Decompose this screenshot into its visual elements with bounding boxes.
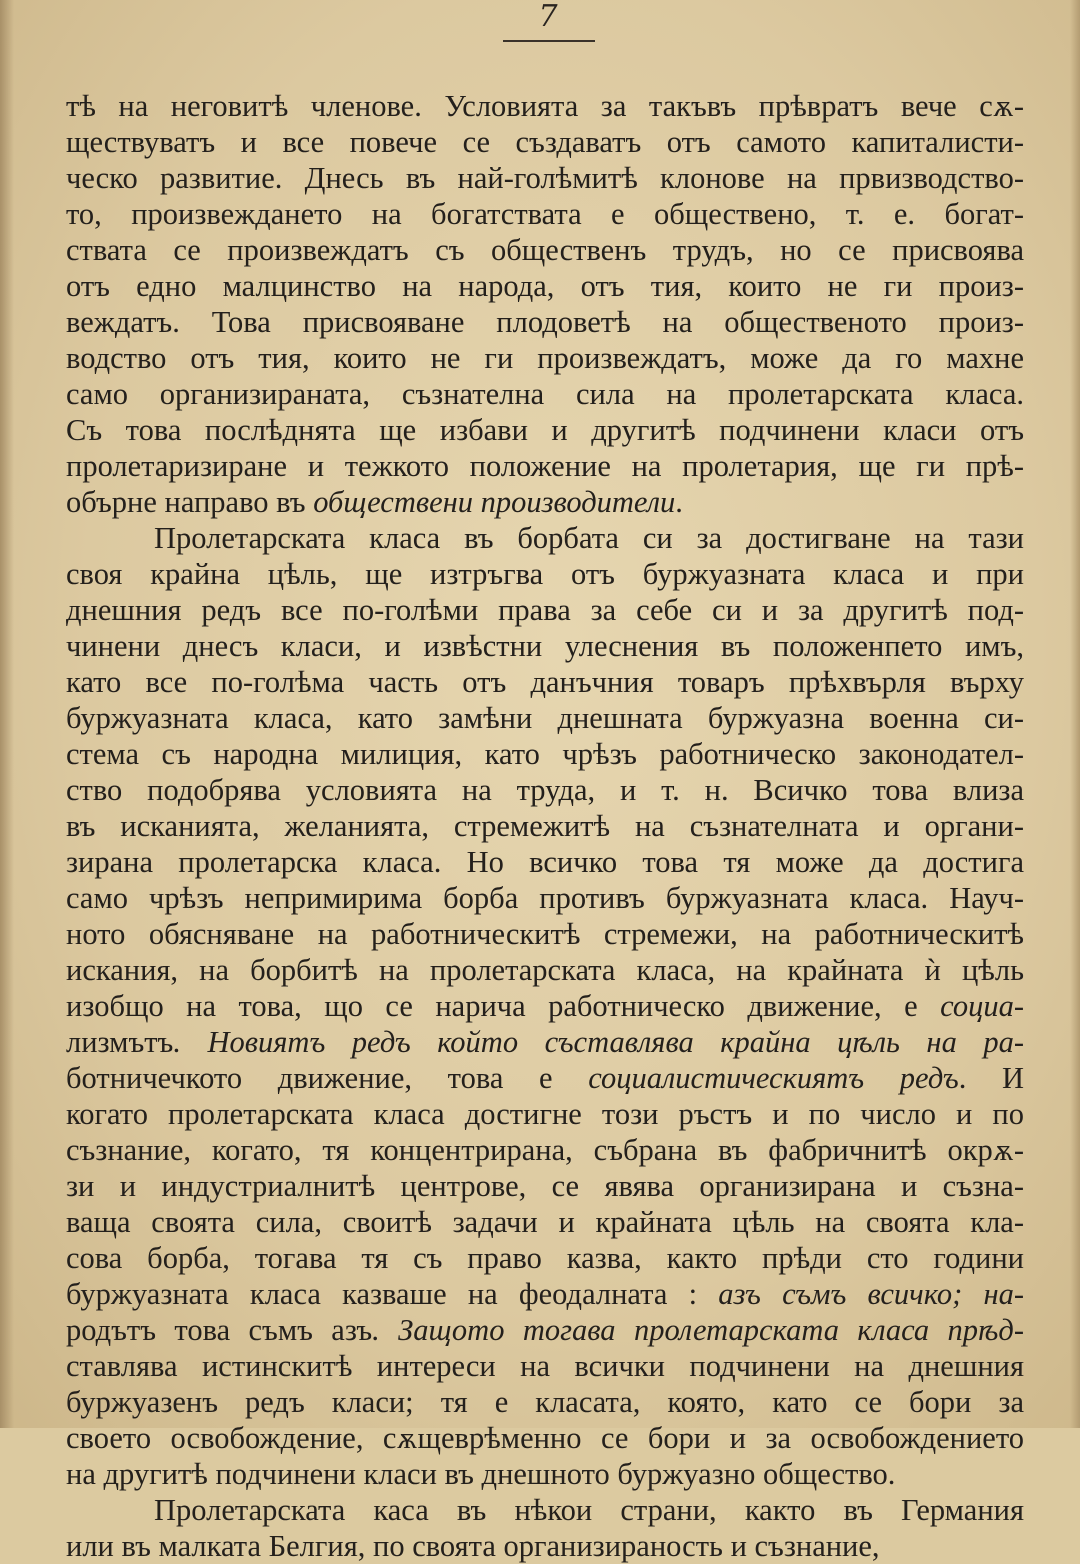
text-line (66, 700, 1024, 736)
line-text: лизмътъ (66, 1025, 174, 1059)
line-text: изобщо на това, що се нарича работническо движение, е (66, 989, 941, 1023)
line-text: ботничечкото движение, това е (66, 1061, 589, 1095)
emphasis-text: . Защото тогава пролетарската класа прѣд- (372, 1313, 1024, 1347)
text-line (66, 412, 1024, 448)
text-line (66, 1060, 1024, 1096)
line-text: веждатъ. Това присвояване плодоветѣ на общественото произ- (66, 305, 1024, 339)
line-text: днешния редъ все по-голѣми права за себе си и за другитѣ под- (66, 593, 1024, 627)
text-line (66, 1528, 1024, 1564)
text-line (66, 1420, 1024, 1456)
text-line (66, 340, 1024, 376)
emphasis-text: . Новиятъ редъ който съставлява крайна цѣль на ра- (173, 1025, 1024, 1059)
text-line (66, 664, 1024, 700)
text-line (66, 448, 1024, 484)
line-text: . (675, 485, 683, 519)
emphasis-text: социалистическиятъ редъ (588, 1061, 959, 1095)
line-text: Съ това послѣднята ще избави и другитѣ подчинени класи отъ (66, 413, 1024, 447)
text-line (66, 556, 1024, 592)
text-line (66, 1132, 1024, 1168)
line-text: или въ малката Белгия, по своята организираность и съзнание, (66, 1529, 880, 1563)
text-line (66, 1312, 1024, 1348)
line-text: буржуазната класа казваше на феодалната : (66, 1277, 719, 1311)
body-text (66, 88, 1024, 1564)
line-text: тѣ на неговитѣ членове. Условията за такъвъ прѣвратъ вече сѫ- (66, 89, 1024, 123)
line-text: само чрѣзъ непримирима борба противъ буржуазната класа. Науч- (66, 881, 1024, 915)
line-text: буржуазната класа, като замѣни днешната буржуазна военна си- (66, 701, 1024, 735)
page-shadow-right (1070, 0, 1080, 1428)
emphasis-text: обществени производители (313, 485, 676, 519)
text-line (66, 628, 1024, 664)
line-text: искания, на борбитѣ на пролетарската класа, на крайната ѝ цѣль (66, 953, 1024, 987)
text-line (66, 844, 1024, 880)
text-line (66, 1096, 1024, 1132)
line-text: пролетаризиране и тежкото положение на пролетария, ще ги прѣ- (66, 449, 1024, 483)
text-line (66, 268, 1024, 304)
line-text: зи и индустриалнитѣ центрове, се явява организирана и съзна- (66, 1169, 1024, 1203)
line-text: своето освобождение, сѫщеврѣменно се бори и за освобождението (66, 1421, 1024, 1455)
line-text: буржуазенъ редъ класи; тя е класата, която, като се бори за (66, 1385, 1024, 1419)
line-text: ваща своята сила, своитѣ задачи и крайната цѣль на своята кла- (66, 1205, 1024, 1239)
line-text: сова борба, тогава тя съ право казва, както прѣди сто години (66, 1241, 1024, 1275)
line-text: когато пролетарската класа достигне този ръстъ и по число и по (66, 1097, 1024, 1131)
text-line (66, 772, 1024, 808)
text-line (66, 1384, 1024, 1420)
text-line (66, 88, 1024, 124)
page-number: 7 (538, 0, 558, 34)
text-line (66, 880, 1024, 916)
line-text: ческо развитие. Днесь въ най-голѣмитѣ клонове на првизводство- (66, 161, 1024, 195)
text-line (66, 1456, 1024, 1492)
text-line (66, 916, 1024, 952)
text-line (66, 988, 1024, 1024)
line-text: Пролетарската класа въ борбата си за достигване на тази (154, 521, 1024, 555)
text-line (66, 1492, 1024, 1528)
emphasis-text: азъ съмъ всичко; на- (718, 1277, 1024, 1311)
paragraph (66, 88, 1024, 520)
line-text: отъ едно малцинство на народа, отъ тия, които не ги произ- (66, 269, 1024, 303)
line-text: като все по-голѣма часть отъ данъчния товаръ прѣхвърля върху (66, 665, 1024, 699)
line-text: водство отъ тия, които не ги произвеждатъ, може да го махне (66, 341, 1024, 375)
line-text: Пролетарската каса въ нѣкои страни, както въ Германия (154, 1493, 1024, 1527)
text-line (66, 124, 1024, 160)
text-line (66, 520, 1024, 556)
text-line (66, 952, 1024, 988)
page-shadow-left (0, 0, 14, 1428)
line-text: ствата се произвеждатъ съ общественъ трудъ, но се присвоява (66, 233, 1024, 267)
paragraph (66, 520, 1024, 1492)
line-text: зирана пролетарска класа. Но всичко това тя може да достига (66, 845, 1024, 879)
emphasis-text: социа- (940, 989, 1024, 1023)
text-line (66, 1168, 1024, 1204)
text-line (66, 1240, 1024, 1276)
text-line (66, 736, 1024, 772)
line-text: ство подобрява условията на труда, и т. н. Всичко това влиза (66, 773, 1024, 807)
line-text: само организираната, съзнателна сила на пролетарската класа. (66, 377, 1024, 411)
text-line (66, 232, 1024, 268)
line-text: чинени днесъ класи, и извѣстни улеснения въ положенпето имъ, (66, 629, 1024, 663)
text-line (66, 304, 1024, 340)
header-rule (503, 40, 595, 42)
line-text: то, произвеждането на богатствата е обществено, т. е. богат- (66, 197, 1024, 231)
line-text: обърне направо въ (66, 485, 314, 519)
line-text: въ исканията, желанията, стремежитѣ на съзнателната и органи- (66, 809, 1024, 843)
text-line (66, 1276, 1024, 1312)
line-text: родътъ това съмъ азъ (66, 1313, 373, 1347)
line-text: съзнание, когато, тя концентрирана, събрана въ фабричнитѣ окрѫ- (66, 1133, 1024, 1167)
line-text: стема съ народна милиция, като чрѣзъ работническо законодател- (66, 737, 1024, 771)
line-text: на другитѣ подчинени класи въ днешното буржуазно общество. (66, 1457, 896, 1491)
text-line (66, 484, 1024, 520)
line-text: ществуватъ и все повече се създаватъ отъ самото капиталисти- (66, 125, 1024, 159)
text-line (66, 1348, 1024, 1384)
text-line (66, 592, 1024, 628)
line-text: . И (958, 1061, 1024, 1095)
text-line (66, 1024, 1024, 1060)
text-line (66, 808, 1024, 844)
text-line (66, 196, 1024, 232)
text-line (66, 376, 1024, 412)
line-text: ното обясняване на работническитѣ стремежи, на работническитѣ (66, 917, 1024, 951)
text-line (66, 160, 1024, 196)
paragraph (66, 1492, 1024, 1564)
line-text: своя крайна цѣль, ще изтръгва отъ буржуазната класа и при (66, 557, 1024, 591)
line-text: ставлява истинскитѣ интереси на всички подчинени на днешния (66, 1349, 1024, 1383)
text-line (66, 1204, 1024, 1240)
